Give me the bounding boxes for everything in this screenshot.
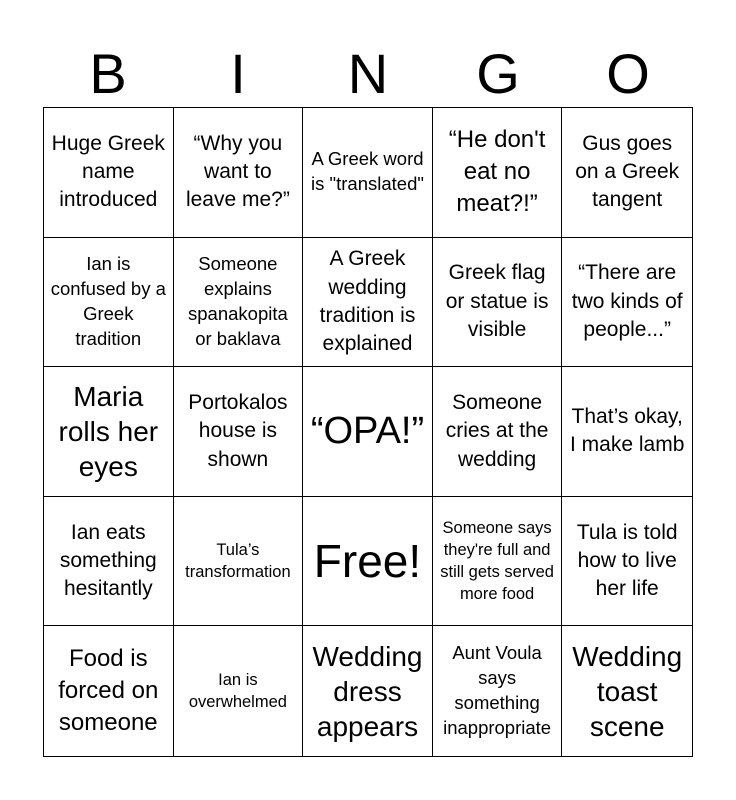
bingo-cell-text: A Greek word is "translated" (311, 148, 424, 195)
bingo-cell[interactable] (174, 367, 304, 497)
bingo-cell[interactable] (562, 238, 692, 368)
header-letter-i: I (230, 42, 246, 105)
bingo-cell-text: Huge Greek name introduced (51, 131, 165, 212)
bingo-cell[interactable] (562, 367, 692, 497)
free-space-cell[interactable] (303, 497, 433, 627)
bingo-cell-text: “There are two kinds of people...” (571, 261, 683, 342)
bingo-cell[interactable] (562, 626, 692, 756)
bingo-cell-text: Food is forced on someone (58, 644, 159, 737)
bingo-cell-text: Greek flag or statue is visible (445, 261, 549, 342)
bingo-cell-text: “Why you want to leave me?” (185, 131, 290, 212)
bingo-cell[interactable] (174, 497, 304, 627)
bingo-cell-text: Ian is confused by a Greek tradition (50, 252, 166, 349)
bingo-cell[interactable] (433, 108, 563, 238)
bingo-cell[interactable] (562, 108, 692, 238)
bingo-cell-text: “OPA!” (310, 409, 425, 452)
bingo-cell-text: “He don't eat no meat?!” (448, 125, 546, 218)
bingo-cell[interactable] (433, 367, 563, 497)
bingo-cell[interactable] (174, 238, 304, 368)
bingo-cell[interactable] (174, 626, 304, 756)
bingo-cell-text: Wedding toast scene (572, 640, 683, 742)
bingo-cell[interactable] (44, 626, 174, 756)
bingo-cell[interactable] (174, 108, 304, 238)
header-letter-n: N (347, 42, 389, 105)
bingo-cell-text: That’s okay, I make lamb (570, 405, 685, 457)
bingo-cell[interactable] (433, 238, 563, 368)
bingo-cell[interactable] (433, 497, 563, 627)
header-letter-g: G (476, 42, 520, 105)
bingo-cell-text: Maria rolls her eyes (58, 380, 159, 482)
bingo-cell[interactable] (303, 367, 433, 497)
bingo-cell-text: Gus goes on a Greek tangent (575, 131, 680, 212)
bingo-cell-text: Someone cries at the wedding (445, 390, 549, 471)
bingo-cell-text: Wedding dress appears (312, 640, 423, 742)
bingo-header (43, 40, 693, 108)
bingo-cell-text: Aunt Voula says something inappropriate (443, 642, 552, 739)
bingo-cell[interactable] (433, 626, 563, 756)
bingo-cell-text: A Greek wedding tradition is explained (319, 247, 416, 356)
bingo-cell-text: Ian eats something hesitantly (59, 520, 157, 601)
bingo-cell-text: Tula is told how to live her life (576, 520, 678, 601)
bingo-cell[interactable] (44, 238, 174, 368)
bingo-cell[interactable] (562, 497, 692, 627)
bingo-cell[interactable] (44, 367, 174, 497)
header-letter-o: O (606, 42, 650, 105)
bingo-cell[interactable] (303, 238, 433, 368)
bingo-cell-text: Someone says they're full and still gets served more food (440, 518, 554, 604)
header-letter-b: B (89, 42, 127, 105)
bingo-cell-text: Tula’s transformation (185, 540, 291, 582)
bingo-cell-text: Someone explains spanakopita or baklava (188, 252, 288, 349)
bingo-cell[interactable] (303, 108, 433, 238)
bingo-cell[interactable] (44, 497, 174, 627)
free-space-text: Free! (313, 534, 422, 587)
bingo-cell[interactable] (303, 626, 433, 756)
bingo-cell-text: Ian is overwhelmed (188, 670, 287, 712)
bingo-cell-text: Portokalos house is shown (188, 390, 288, 471)
bingo-cell[interactable] (44, 108, 174, 238)
bingo-card-grid (43, 107, 693, 757)
